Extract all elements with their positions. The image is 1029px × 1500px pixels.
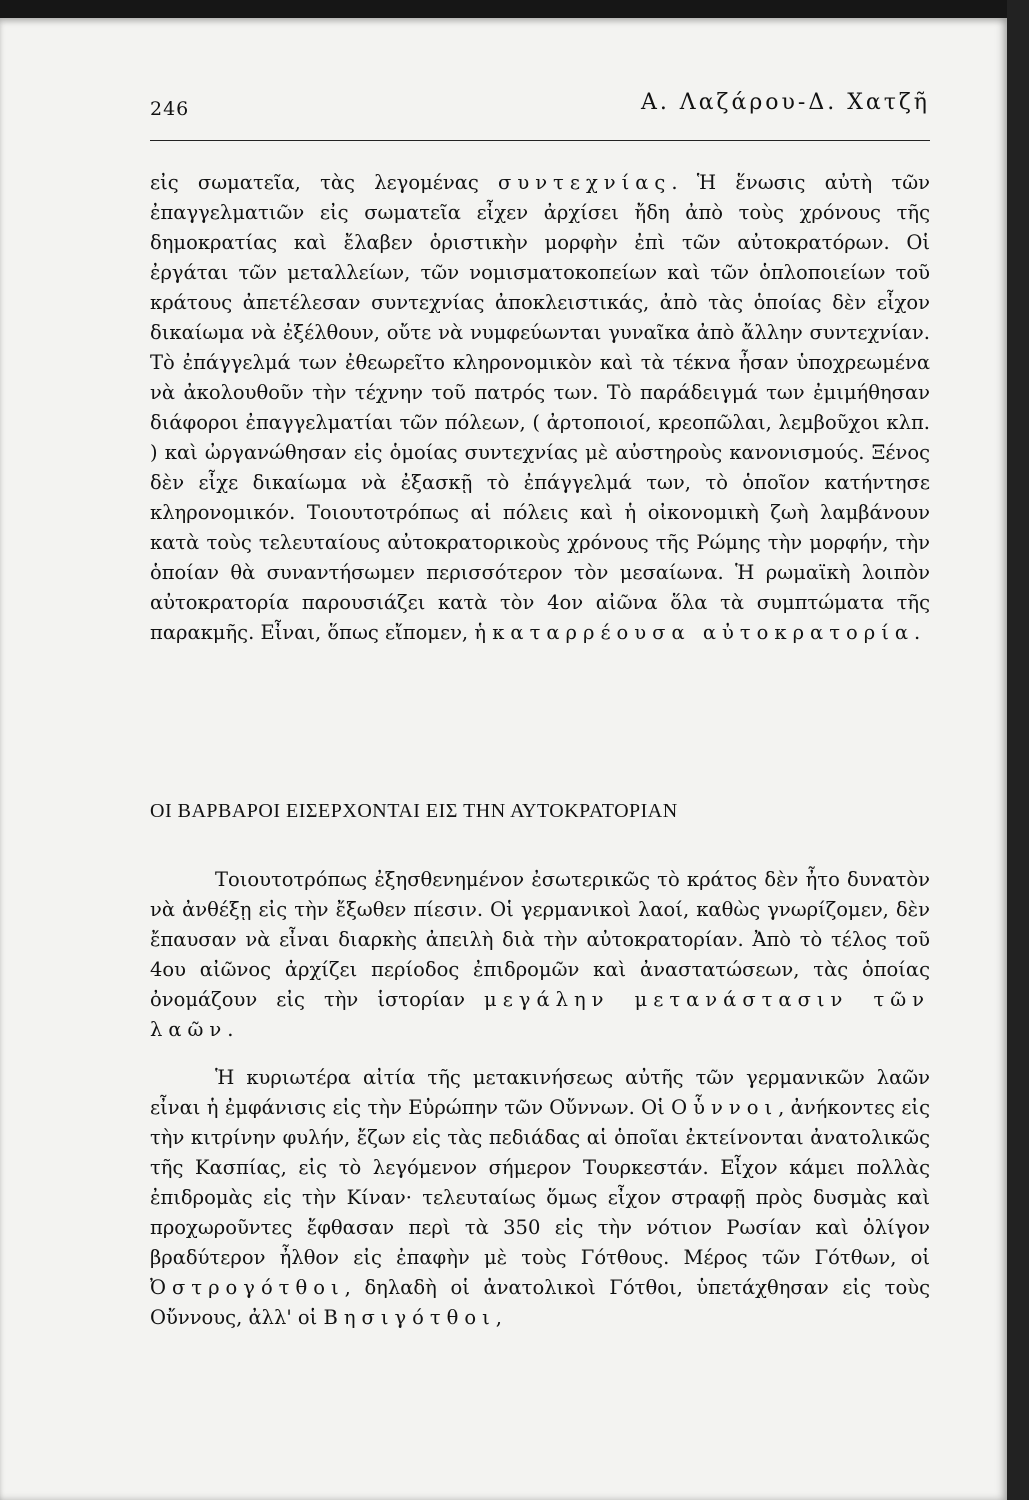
paragraph-2-text: . (227, 1018, 234, 1041)
scan-border-top (0, 0, 1029, 18)
paragraph-1-spaced-term: καταρρέουσα αὐτοκρατορία (492, 621, 915, 644)
paragraph-2-spaced-term: μεγάλην μετανάστασιν τῶν λαῶν (150, 988, 930, 1041)
paragraph-3-spaced-term: Βησιγότθοι (323, 1306, 496, 1329)
paragraph-1-spaced-term: συντεχνίας (498, 171, 672, 194)
paragraph-2-text: Τοιουτοτρόπως ἐξησθενημένον ἐσωτερικῶς τὸ κράτος δὲν ἦτο δυνατὸν νὰ ἀνθέξῃ εἰς τὴν ἔξωθεν πίεσιν. Οἱ γερμανικοὶ λαοί, καθὼς γνωρίζομεν, δὲν ἔπαυσαν νὰ εἶναι διαρκὴς ἀπειλὴ διὰ τὴν αὐτοκρατορίαν. Ἀπὸ τὸ τέλος τοῦ 4ου αἰῶνος ἀρχίζει περίοδος ἐπιδρομῶν καὶ ἀναστατώσεων, τὰς ὁποίας ὀνομάζουν εἰς τὴν ἱστορίαν (150, 868, 930, 1011)
paragraph-1 (150, 168, 930, 648)
paragraph-2 (150, 865, 930, 1045)
paragraph-3-spaced-term: Ὀστρογότθοι (150, 1276, 345, 1299)
page-number: 246 (150, 98, 190, 120)
paragraph-1-text: . (914, 621, 921, 644)
scan-border-right (1007, 0, 1029, 1500)
section-heading: ΟΙ ΒΑΡΒΑΡΟΙ ΕΙΣΕΡΧΟΝΤΑΙ ΕΙΣ ΤΗΝ ΑΥΤΟΚΡΑΤΟΡΙΑΝ (150, 800, 678, 822)
paragraph-3-text: , ἀνήκοντες εἰς τὴν κιτρίνην φυλήν, ἔζων εἰς τὰς πεδιάδας αἱ ὁποῖαι ἐκτείνονται ἀνατολικῶς τῆς Κασπίας, εἰς τὸ λεγόμενον σήμερον Τουρκεστάν. Εἶχον κάμει πολλὰς ἐπιδρομὰς εἰς τὴν Κίναν· τελευταίως ὅμως εἶχον στραφῇ πρὸς δυσμὰς καὶ προχωροῦντες ἔφθασαν περὶ τὰ 350 εἰς τὴν νότιον Ρωσίαν καὶ ὀλίγον βραδύτερον ἦλθον εἰς ἐπαφὴν μὲ τοὺς Γότθους. Μέρος τῶν Γότθων, οἱ (150, 1096, 930, 1269)
paragraph-3-spaced-term: Οὗννοι (671, 1096, 779, 1119)
paragraph-1-text: . Ἡ ἕνωσις αὐτὴ τῶν ἐπαγγελματιῶν εἰς σωματεῖα εἶχεν ἀρχίσει ἤδη ἀπὸ τοὺς χρόνους τῆς δημοκρατίας καὶ ἔλαβεν ὁριστικὴν μορφὴν ἐπὶ τῶν αὐτοκρατόρων. Οἱ ἐργάται τῶν μεταλλείων, τῶν νομισματοκοπείων καὶ τῶν ὁπλοποιείων τοῦ κράτους ἀπετέλεσαν συντεχνίας ἀποκλειστικάς, ἀπὸ τὰς ὁποίας δὲν εἶχον δικαίωμα νὰ ἐξέλθουν, οὔτε νὰ νυμφεύωνται γυναῖκα ἀπὸ ἄλλην συντεχνίαν. Τὸ ἐπάγγελμά των ἐθεωρεῖτο κληρονομικὸν καὶ τὰ τέκνα ἦσαν ὑποχρεωμένα νὰ ἀκολουθοῦν τὴν τέχνην τοῦ πατρός των. Τὸ παράδειγμά των ἐμιμήθησαν διάφοροι ἐπαγγελματίαι τῶν πόλεων, ( ἀρτοποιοί, κρεοπῶλαι, λεμβοῦχοι κλπ. ) καὶ ὠργανώθησαν εἰς ὁμοίας συντεχνίας μὲ αὐστηροὺς κανονισμούς. Ξένος δὲν εἶχε δικαίωμα νὰ ἐξασκῇ τὸ ἐπάγγελμά των, τὸ ὁποῖον κατήντησε κληρονομικόν. Τοιουτοτρόπως αἱ πόλεις καὶ ἡ οἰκονομικὴ ζωὴ λαμβάνουν κατὰ τοὺς τελευταίους αὐτοκρατορικοὺς χρόνους τῆς Ρώμης τὴν μορφήν, τὴν ὁποίαν θὰ συναντήσωμεν περισσότερον τὸν μεσαίωνα. Ἡ ρωμαϊκὴ λοιπὸν αὐτοκρατορία παρουσιάζει κατὰ τὸν 4ον αἰῶνα ὅλα τὰ συμπτώματα τῆς παρακμῆς. Εἶναι, ὅπως εἴπομεν, ἡ (150, 171, 930, 644)
page-header (150, 90, 930, 130)
paragraph-3 (150, 1063, 930, 1333)
paragraph-3-text: , (495, 1306, 502, 1329)
paragraph-3-text: , δηλαδὴ οἱ ἀνατολικοὶ Γότθοι, ὑπετάχθησαν εἰς τοὺς Οὔννους, ἀλλ' οἱ (150, 1276, 930, 1329)
header-rule (150, 140, 930, 141)
paragraph-3-text: Ἡ κυριωτέρα αἰτία τῆς μετακινήσεως αὐτῆς τῶν γερμανικῶν λαῶν εἶναι ἡ ἐμφάνισις εἰς τὴν Εὐρώπην τῶν Οὔννων. Οἱ (150, 1066, 930, 1119)
running-head: Α. Λαζάρου-Δ. Χατζῆ (640, 90, 930, 115)
paragraph-1-text: εἰς σωματεῖα, τὰς λεγομένας (150, 171, 499, 194)
